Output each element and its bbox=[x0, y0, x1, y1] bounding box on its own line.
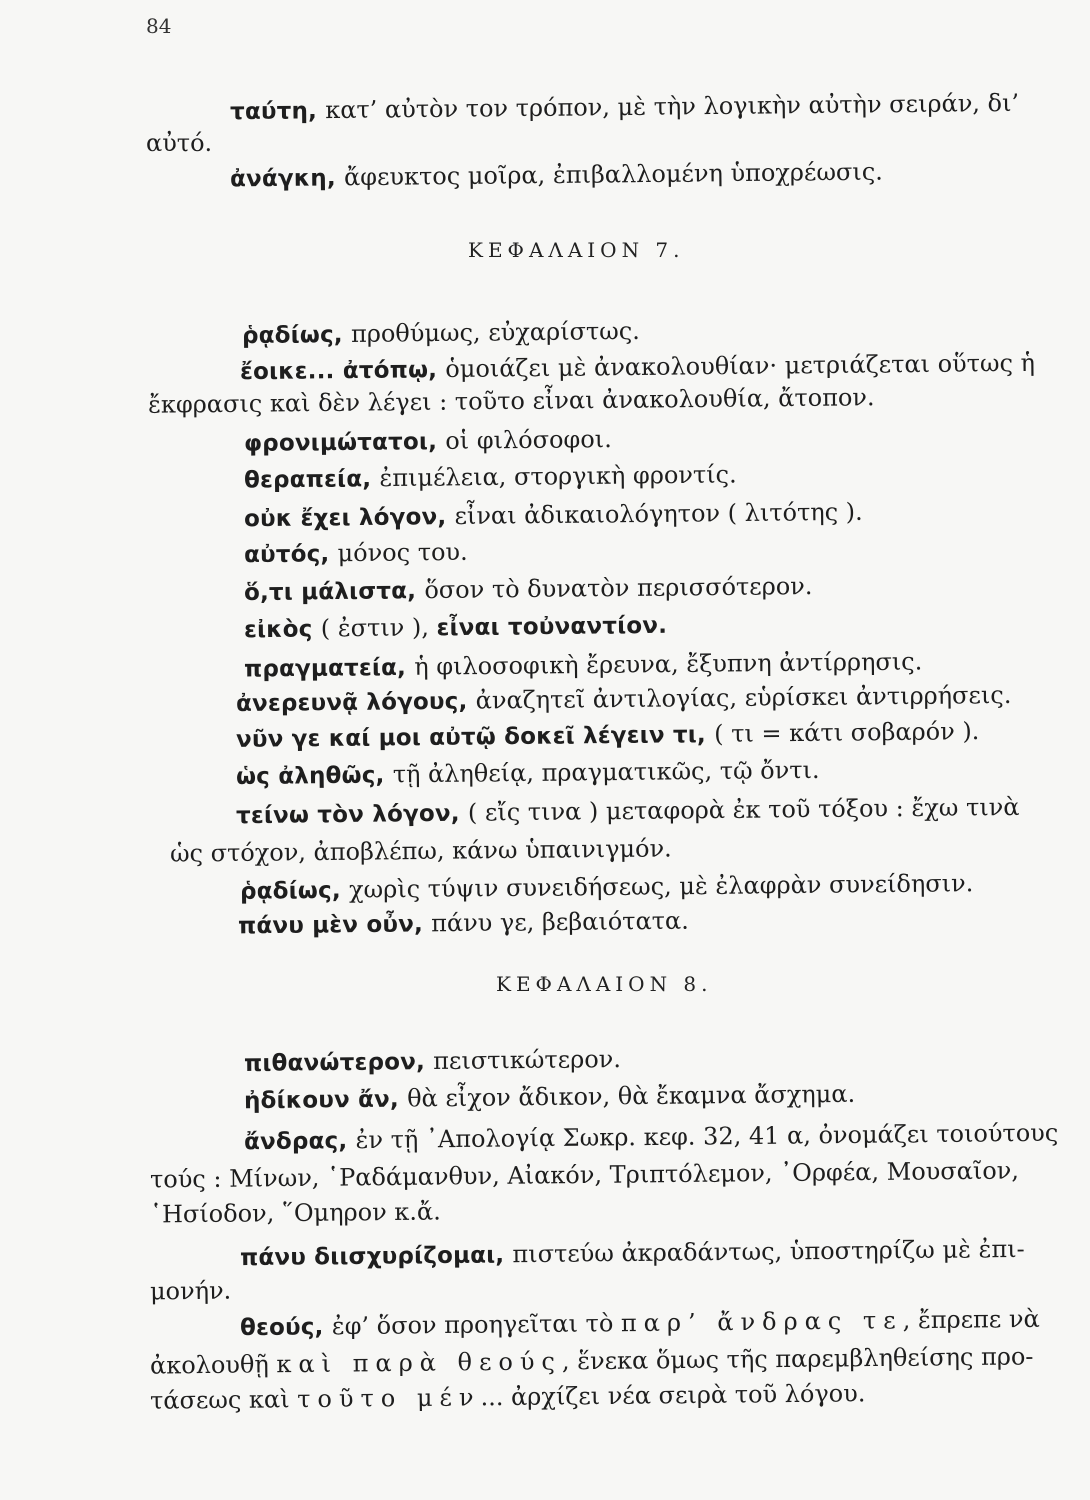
entry-line bbox=[236, 680, 1012, 719]
gloss: ῾Ησίοδον, ῞Ομηρον κ.ἄ. bbox=[149, 1197, 441, 1229]
chapter-heading: ΚΕΦΑΛΑΙΟΝ 7. bbox=[468, 238, 685, 262]
gloss: ἡ φιλοσοφικὴ ἔρευνα, ἔξυπνη ἀντίρρησις. bbox=[414, 647, 923, 681]
entry-line bbox=[242, 316, 640, 351]
entry-line bbox=[236, 716, 980, 755]
headword: πραγματεία, bbox=[243, 654, 415, 683]
headword: ἀνερευνᾷ λόγους, bbox=[235, 688, 476, 718]
headword: πιθανώτερον, bbox=[243, 1048, 434, 1077]
entry-continuation bbox=[150, 1196, 441, 1229]
gloss-tail: ... ἀρχίζει νέα σειρὰ τοῦ λόγου. bbox=[480, 1379, 866, 1412]
gloss: θὰ εἶχον ἄδικον, θὰ ἔκαμνα ἄσχημα. bbox=[406, 1079, 856, 1113]
gloss: ὡς στόχον, ἀποβλέπω, κάνω ὑπαινιγμόν. bbox=[169, 834, 672, 868]
chapter-heading: ΚΕΦΑΛΑΙΟΝ 8. bbox=[496, 972, 713, 996]
page-number: 84 bbox=[146, 14, 172, 38]
entry-line bbox=[230, 157, 883, 195]
entry-continuation bbox=[150, 1276, 232, 1307]
headword: θεραπεία, bbox=[243, 466, 380, 494]
gloss: ( ἐστιν ), bbox=[320, 613, 437, 643]
gloss: ὅσον τὸ δυνατὸν περισσότερον. bbox=[424, 572, 813, 605]
gloss: τῇ ἀληθείᾳ, πραγματικῶς, τῷ ὄντι. bbox=[392, 755, 820, 789]
headword: ῥᾳδίως, bbox=[241, 321, 352, 350]
headword: πάνυ διισχυρίζομαι, bbox=[239, 1242, 513, 1272]
headword-secondary: εἶναι τοὐναντίον. bbox=[436, 612, 668, 642]
entry-line bbox=[244, 1079, 855, 1116]
gloss: μονήν. bbox=[149, 1276, 232, 1306]
entry-line bbox=[240, 868, 974, 907]
gloss: τούς : Μίνων, ῾Ραδάμανθυν, Αἰακόν, Τριπτόλεμον, ᾿Ορφέα, Μουσαῖον, bbox=[149, 1156, 1020, 1194]
gloss: τάσεως καὶ bbox=[149, 1385, 298, 1415]
headword: ἄνδρας, bbox=[243, 1128, 356, 1156]
gloss: πάνυ γε, βεβαιότατα. bbox=[431, 906, 689, 938]
entry-line bbox=[238, 906, 689, 942]
gloss: ἐφ’ ὅσον προηγεῖται τὸ bbox=[331, 1309, 622, 1341]
spaced-quotation: καὶ παρὰ θεούς bbox=[276, 1347, 563, 1379]
entry-continuation bbox=[148, 382, 875, 420]
gloss: εἶναι ἀδικαιολόγητον ( λιτότης ). bbox=[454, 497, 863, 531]
headword: νῦν γε καί μοι αὐτῷ δοκεῖ λέγειν τι, bbox=[235, 721, 715, 753]
entry-line bbox=[244, 646, 923, 684]
gloss: ἐν τῇ ᾿Απολογίᾳ Σωκρ. κεφ. 32, 41 α, ὀνομάζει τοιούτους bbox=[355, 1118, 1059, 1155]
gloss-tail: , ἔπρεπε νὰ bbox=[902, 1304, 1040, 1335]
gloss: κατ’ αὐτὸν τον τρόπον, μὲ τὴν λογικὴν αὐτὴν σειράν, δι’ bbox=[325, 88, 1020, 125]
gloss: προθύμως, εὐχαρίστως. bbox=[350, 316, 640, 348]
gloss: μόνος του. bbox=[337, 537, 468, 568]
gloss: ( τι = κάτι σοβαρόν ). bbox=[713, 717, 980, 748]
gloss: οἱ φιλόσοφοι. bbox=[445, 425, 612, 455]
headword: ῥᾳδίως, bbox=[239, 877, 350, 905]
entry-continuation bbox=[150, 1378, 866, 1415]
headword: ταύτη, bbox=[229, 98, 326, 126]
entry-line bbox=[244, 497, 863, 534]
gloss: ἔκφρασις καὶ δὲν λέγει : τοῦτο εἶναι ἀνακολουθία, ἄτοπον. bbox=[147, 383, 875, 419]
gloss: ἐπιμέλεια, στοργικὴ φροντίς. bbox=[379, 460, 737, 493]
headword: τείνω τὸν λόγον, bbox=[235, 800, 469, 830]
headword: εἰκὸς bbox=[243, 616, 321, 644]
entry-continuation bbox=[150, 1341, 1034, 1380]
gloss-tail: , ἕνεκα ὅμως τῆς παρεμβληθείσης προ- bbox=[561, 1342, 1034, 1376]
entry-line bbox=[240, 348, 1035, 387]
spaced-quotation: παρ’ ἄνδρας τε bbox=[620, 1306, 903, 1338]
headword: ἔοικε... ἀτόπῳ, bbox=[239, 357, 446, 386]
headword: ἠδίκουν ἄν, bbox=[243, 1086, 408, 1115]
gloss: ἄφευκτος μοῖρα, ἐπιβαλλομένη ὑποχρέωσις. bbox=[343, 157, 883, 192]
gloss: ἀκολουθῇ bbox=[149, 1350, 277, 1380]
gloss: ὁμοιάζει μὲ ἀνακολουθίαν· μετριάζεται οὕτως ἡ bbox=[445, 348, 1036, 384]
entry-line bbox=[244, 424, 612, 459]
entry-line bbox=[236, 792, 1020, 831]
entry-line bbox=[244, 1118, 1059, 1158]
entry-line bbox=[244, 610, 667, 645]
entry-continuation bbox=[170, 833, 672, 868]
gloss: πιστεύω ἀκραδάντως, ὑποστηρίζω μὲ ἐπι- bbox=[512, 1234, 1025, 1269]
entry-line bbox=[244, 571, 813, 608]
entry-line bbox=[230, 88, 1019, 127]
headword: φρονιμώτατοι, bbox=[243, 428, 446, 457]
headword: αὐτός, bbox=[243, 541, 338, 569]
entry-line bbox=[240, 1304, 1040, 1343]
gloss: αὐτό. bbox=[146, 129, 213, 157]
headword: πάνυ μὲν οὖν, bbox=[237, 911, 432, 940]
headword: ὡς ἀληθῶς, bbox=[235, 762, 393, 791]
entry-line bbox=[240, 1234, 1025, 1273]
headword: οὐκ ἔχει λόγον, bbox=[243, 504, 455, 533]
entry-line bbox=[244, 1044, 621, 1079]
headword: ὅ,τι μάλιστα, bbox=[243, 578, 425, 606]
spaced-quotation: τοῦτο μέν bbox=[297, 1383, 481, 1414]
entry-line bbox=[244, 459, 737, 495]
headword: ἀνάγκη, bbox=[229, 165, 345, 193]
entry-continuation bbox=[150, 1155, 1019, 1194]
headword: θεούς, bbox=[239, 1314, 332, 1342]
gloss: χωρὶς τύψιν συνειδήσεως, μὲ ἐλαφρὰν συνείδησιν. bbox=[348, 869, 974, 904]
entry-continuation bbox=[146, 128, 212, 158]
entry-line bbox=[236, 755, 820, 792]
gloss: ( εἴς τινα ) μεταφορὰ ἐκ τοῦ τόξου : ἔχω τινὰ bbox=[467, 792, 1020, 827]
gloss: πειστικώτερον. bbox=[433, 1045, 622, 1075]
gloss: ἀναζητεῖ ἀντιλογίας, εὑρίσκει ἀντιρρήσεις. bbox=[475, 680, 1012, 715]
entry-line bbox=[244, 537, 468, 570]
